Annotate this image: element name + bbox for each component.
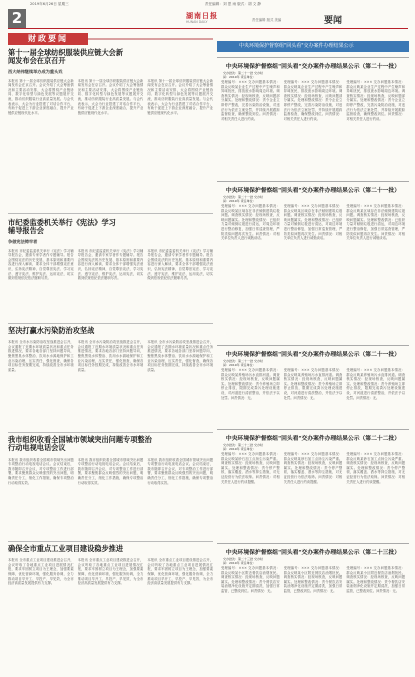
notice-meta: 交办批次：第二十三批 交办时间：2019年 责任单位：: [223, 557, 263, 565]
divider: [8, 541, 213, 542]
article-subhead: 争做宪法铸牢者: [8, 238, 38, 244]
notice-block: [217, 57, 409, 177]
article-body: 本报讯 我市组织收看全国城市领域突出问题专项整治行动电视电话会议。会议结束后，我市随即召开会议，对专项整治工作进行部署，要求聚焦群众反映强烈的突出问题，明确责任分工，细化工作措施，确保专项整治行动取得实效。: [147, 457, 214, 485]
editor-credits: 责任编辑：刘 思 雨 版式：胡 文 静: [205, 2, 262, 6]
article-body: 本报讯 全市水污染防治攻坚战推进会召开，会议通报了近期水环境质量状况和重点任务推进情况，要求各地各部门坚持问题导向，聚焦黑臭水体整治、饮用水水源地保护和工业污染治理，压实责任，强化督查，确保各项目标任务按期完成，持续改善全市水环境质量。: [8, 340, 74, 372]
section-label: 财政要闻: [8, 33, 88, 45]
notice-body: 受理编号：××× 交办问题基本情况：群众反映某小区附近餐饮店油烟扰民。调查核实情况：经现场核查，反映问题属实。处理和整改情况：责令餐饮店安装油烟净化设施并定期清洗，加强日常监管，已整改到位。问责情况：无。: [221, 566, 280, 593]
article-body: 本报讯 市纪委监委机关举行《宪法》学习辅导报告会，邀请专家学者作专题辅导。报告会围绕宪法的历史发展、基本原则和重要内容进行深入解读，要求全体干部增强宪法意识，弘扬宪法精神，自觉尊崇宪法、学习宪法、遵守宪法、维护宪法、运用宪法，切实做到依规依纪依法履职尽责。: [147, 248, 214, 281]
notice-body: 受理编号：××× 交办问题基本情况：群众反映某养殖场污水直排河道。调查核实情况：经现场核查，反映问题属实。处理和整改情况：责令养殖场立即停止排放，限期完成粪污处理设施建设，对河道进行清淤整治，并依法予以处罚。问责情况：无。: [221, 368, 280, 400]
divider: [8, 432, 213, 433]
article-headline[interactable]: 市纪委监委机关举行《宪法》学习辅导报告会: [8, 218, 116, 236]
newspaper-logo: 湖南日报: [186, 11, 218, 20]
article-headline[interactable]: 第十一届全球纺织服装供应链大会新闻发布会在京召开: [8, 48, 124, 66]
article-headline[interactable]: 坚决打赢水污染防治攻坚战: [8, 326, 95, 335]
article-body: 本报讯 全市重点工业项目建设推进会召开，会议听取了各地重点工业项目进展情况汇报，要求牢固树立项目为王理念，加强要素保障，优化营商环境，强化服务协调，全力推动项目早开工、早投产、早见效，为全市经济高质量发展提供有力支撑。: [147, 558, 214, 586]
notice-body: 受理编号：××× 交办问题基本情况：群众反映某区域存在非法倾倒建筑垃圾问题。调查核实情况：经现场核查，反映问题属实。处理和整改情况：已组织力量对倾倒垃圾进行清运，对周边环境进行整治修复，加强日常巡查管理，严防类似问题再次发生。问责情况：对相关单位负责人进行诫勉谈话。: [221, 204, 280, 241]
article-4: [8, 436, 213, 536]
notice-body: 受理编号：××× 交办问题基本情况：群众反映某企业生产过程中产生噪声和异味扰民，排放废水影响周边环境。调查核实情况：经现场核查，反映问题部分属实。处理和整改情况：责令企业立即停产整改，完善污染防治设施，对违法行为依法立案处罚，并持续开展跟踪监督检查，确保整改到位。问责情况：对相关责任人进行约谈。: [283, 80, 343, 121]
article-body: 本报讯 市纪委监委机关举行《宪法》学习辅导报告会，邀请专家学者作专题辅导。报告会围绕宪法的历史发展、基本原则和重要内容进行深入解读，要求全体干部增强宪法意识，弘扬宪法精神，自觉尊崇宪法、学习宪法、遵守宪法、维护宪法、运用宪法，切实做到依规依纪依法履职尽责。: [77, 248, 144, 281]
notice-meta: 交办批次：第二十一批 交办时间：2019年 责任单位：: [223, 195, 263, 203]
notice-title[interactable]: 中央环境保护督察组"回头看"交办案件办理结果公示（第二十一批）: [225, 64, 401, 70]
newspaper-logo-sub: HUNAN DAILY: [186, 20, 208, 24]
article-5: [8, 545, 213, 670]
issue-date: 2019年6月26日 星期三: [30, 2, 69, 6]
notice-meta: 交办批次：第二十一批 交办时间：2019年 责任单位：: [223, 71, 263, 79]
notice-meta: 交办批次：第二十二批 交办时间：2019年 责任单位：: [223, 443, 263, 451]
article-3: [8, 327, 213, 427]
article-body: 本报讯 市纪委监委机关举行《宪法》学习辅导报告会，邀请专家学者作专题辅导。报告会围绕宪法的历史发展、基本原则和重要内容进行深入解读，要求全体干部增强宪法意识，弘扬宪法精神，自觉尊崇宪法、学习宪法、遵守宪法、维护宪法、运用宪法，切实做到依规依纪依法履职尽责。: [8, 248, 74, 281]
notice-title[interactable]: 中央环境保护督察组"回头看"交办案件办理结果公示（第二十一批）: [225, 352, 401, 358]
notice-body: 受理编号：××× 交办问题基本情况：群众反映某小区附近餐饮店油烟扰民。调查核实情况：经现场核查，反映问题属实。处理和整改情况：责令餐饮店安装油烟净化设施并定期清洗，加强日常监管，已整改到位。问责情况：无。: [283, 566, 343, 593]
top-info-line: [0, 0, 415, 8]
notice-block: [217, 345, 409, 425]
article-body: 本报讯 我市组织收看全国城市领域突出问题专项整治行动电视电话会议。会议结束后，我市随即召开会议，对专项整治工作进行部署，要求聚焦群众反映强烈的突出问题，明确责任分工，细化工作措施，确保专项整治行动取得实效。: [8, 457, 74, 485]
notice-title[interactable]: 中央环境保护督察组"回头看"交办案件办理结果公示（第二十一批）: [225, 188, 401, 194]
article-headline[interactable]: 确保全市重点工业项目建设稳步推进: [8, 544, 124, 553]
article-body: 本报讯 全市水污染防治攻坚战推进会召开，会议通报了近期水环境质量状况和重点任务推进情况，要求各地各部门坚持问题导向，聚焦黑臭水体整治、饮用水水源地保护和工业污染治理，压实责任，强化督查，确保各项目标任务按期完成，持续改善全市水环境质量。: [77, 340, 144, 372]
notice-body: 受理编号：××× 交办问题基本情况：群众反映某企业生产过程中产生噪声和异味扰民，排放废水影响周边环境。调查核实情况：经现场核查，反映问题部分属实。处理和整改情况：责令企业立即停产整改，完善污染防治设施，对违法行为依法立案处罚，并持续开展跟踪监督检查，确保整改到位。问责情况：对相关责任人进行约谈。: [346, 80, 406, 121]
notice-body: 受理编号：××× 交办问题基本情况：群众反映某企业生产过程中产生噪声和异味扰民，排放废水影响周边环境。调查核实情况：经现场核查，反映问题部分属实。处理和整改情况：责令企业立即停产整改，完善污染防治设施，对违法行为依法立案处罚，并持续开展跟踪监督检查，确保整改到位。问责情况：对相关责任人进行约谈。: [221, 80, 280, 121]
notice-body: 受理编号：××× 交办问题基本情况：群众反映某砂石加工点扬尘污染严重。调查核实情况：经现场核查，反映问题属实。处理和整改情况：责令停产整顿，落实覆盖、洒水等抑尘措施，对无证经营行为依法取缔。问责情况：对相关责任人进行约谈提醒。: [283, 452, 343, 484]
article-subhead: 西大纳伟继续举办成为重头戏: [8, 68, 63, 74]
masthead-meta: 责任编辑 版式 美编: [252, 18, 282, 22]
divider: [8, 213, 213, 214]
page-number: 2: [8, 9, 26, 28]
notice-body: 受理编号：××× 交办问题基本情况：群众反映某砂石加工点扬尘污染严重。调查核实情况：经现场核查，反映问题属实。处理和整改情况：责令停产整顿，落实覆盖、洒水等抑尘措施，对无证经营行为依法取缔。问责情况：对相关责任人进行约谈提醒。: [221, 452, 280, 484]
section-rule: [88, 38, 213, 40]
masthead: [8, 9, 408, 29]
notice-block: [217, 181, 409, 341]
notice-body: 受理编号：××× 交办问题基本情况：群众反映某区域存在非法倾倒建筑垃圾问题。调查核实情况：经现场核查，反映问题属实。处理和整改情况：已组织力量对倾倒垃圾进行清运，对周边环境进行整治修复，加强日常巡查管理，严防类似问题再次发生。问责情况：对相关单位负责人进行诫勉谈话。: [346, 204, 406, 241]
article-2: [8, 219, 213, 319]
article-1: [8, 49, 213, 209]
article-body: 本报讯 第十一届全球纺织服装供应链大会新闻发布会在京召开。会议介绍了大会筹备情况和主要活动安排，大会将围绕产业链协同、数字化转型与绿色发展等议题展开交流，推动纺织服装行业高质量发展。与会代表表示，大会为行业搭建了对话合作平台，有助于促进上下游企业深度融合，提升产业链供应链现代化水平。: [8, 78, 74, 115]
notice-banner: 中央环境保护督察组"回头看"交办案件办理结果公示: [217, 41, 409, 52]
section-tab: [8, 33, 213, 45]
article-body: 本报讯 第十一届全球纺织服装供应链大会新闻发布会在京召开。会议介绍了大会筹备情况和主要活动安排，大会将围绕产业链协同、数字化转型与绿色发展等议题展开交流，推动纺织服装行业高质量发展。与会代表表示，大会为行业搭建了对话合作平台，有助于促进上下游企业深度融合，提升产业链供应链现代化水平。: [147, 78, 214, 115]
left-column: [8, 33, 213, 673]
notice-title[interactable]: 中央环境保护督察组"回头看"交办案件办理结果公示（第二十三批）: [225, 550, 401, 556]
divider: [8, 323, 213, 324]
notice-block: [217, 543, 409, 671]
notice-body: 受理编号：××× 交办问题基本情况：群众反映某养殖场污水直排河道。调查核实情况：经现场核查，反映问题属实。处理和整改情况：责令养殖场立即停止排放，限期完成粪污处理设施建设，对河道进行清淤整治，并依法予以处罚。问责情况：无。: [346, 368, 406, 400]
right-column: [217, 33, 409, 673]
article-body: 本报讯 我市组织收看全国城市领域突出问题专项整治行动电视电话会议。会议结束后，我市随即召开会议，对专项整治工作进行部署，要求聚焦群众反映强烈的突出问题，明确责任分工，细化工作措施，确保专项整治行动取得实效。: [77, 457, 144, 485]
notice-block: [217, 429, 409, 539]
notice-body: 受理编号：××× 交办问题基本情况：群众反映某砂石加工点扬尘污染严重。调查核实情况：经现场核查，反映问题属实。处理和整改情况：责令停产整顿，落实覆盖、洒水等抑尘措施，对无证经营行为依法取缔。问责情况：对相关责任人进行约谈提醒。: [346, 452, 406, 484]
edition-title: 要闻: [324, 16, 343, 26]
notice-title[interactable]: 中央环境保护督察组"回头看"交办案件办理结果公示（第二十二批）: [225, 436, 401, 442]
notice-body: 受理编号：××× 交办问题基本情况：群众反映某养殖场污水直排河道。调查核实情况：经现场核查，反映问题属实。处理和整改情况：责令养殖场立即停止排放，限期完成粪污处理设施建设，对河道进行清淤整治，并依法予以处罚。问责情况：无。: [283, 368, 343, 400]
article-body: 本报讯 全市重点工业项目建设推进会召开，会议听取了各地重点工业项目进展情况汇报，要求牢固树立项目为王理念，加强要素保障，优化营商环境，强化服务协调，全力推动项目早开工、早投产、早见效，为全市经济高质量发展提供有力支撑。: [77, 558, 144, 586]
notice-body: 受理编号：××× 交办问题基本情况：群众反映某小区附近餐饮店油烟扰民。调查核实情况：经现场核查，反映问题属实。处理和整改情况：责令餐饮店安装油烟净化设施并定期清洗，加强日常监管，已整改到位。问责情况：无。: [346, 566, 406, 593]
article-body: 本报讯 第十一届全球纺织服装供应链大会新闻发布会在京召开。会议介绍了大会筹备情况和主要活动安排，大会将围绕产业链协同、数字化转型与绿色发展等议题展开交流，推动纺织服装行业高质量发展。与会代表表示，大会为行业搭建了对话合作平台，有助于促进上下游企业深度融合，提升产业链供应链现代化水平。: [77, 78, 144, 115]
article-body: 本报讯 全市水污染防治攻坚战推进会召开，会议通报了近期水环境质量状况和重点任务推进情况，要求各地各部门坚持问题导向，聚焦黑臭水体整治、饮用水水源地保护和工业污染治理，压实责任，强化督查，确保各项目标任务按期完成，持续改善全市水环境质量。: [147, 340, 214, 372]
notice-meta: 交办批次：第二十一批 交办时间：2019年 责任单位：: [223, 359, 263, 367]
article-headline[interactable]: 我市组织收看全国城市领域突出问题专项整治行动电视电话会议: [8, 435, 152, 453]
article-body: 本报讯 全市重点工业项目建设推进会召开，会议听取了各地重点工业项目进展情况汇报，要求牢固树立项目为王理念，加强要素保障，优化营商环境，强化服务协调，全力推动项目早开工、早投产、早见效，为全市经济高质量发展提供有力支撑。: [8, 558, 74, 586]
notice-body: 受理编号：××× 交办问题基本情况：群众反映某区域存在非法倾倒建筑垃圾问题。调查核实情况：经现场核查，反映问题属实。处理和整改情况：已组织力量对倾倒垃圾进行清运，对周边环境进行整治修复，加强日常巡查管理，严防类似问题再次发生。问责情况：对相关单位负责人进行诫勉谈话。: [283, 204, 343, 241]
